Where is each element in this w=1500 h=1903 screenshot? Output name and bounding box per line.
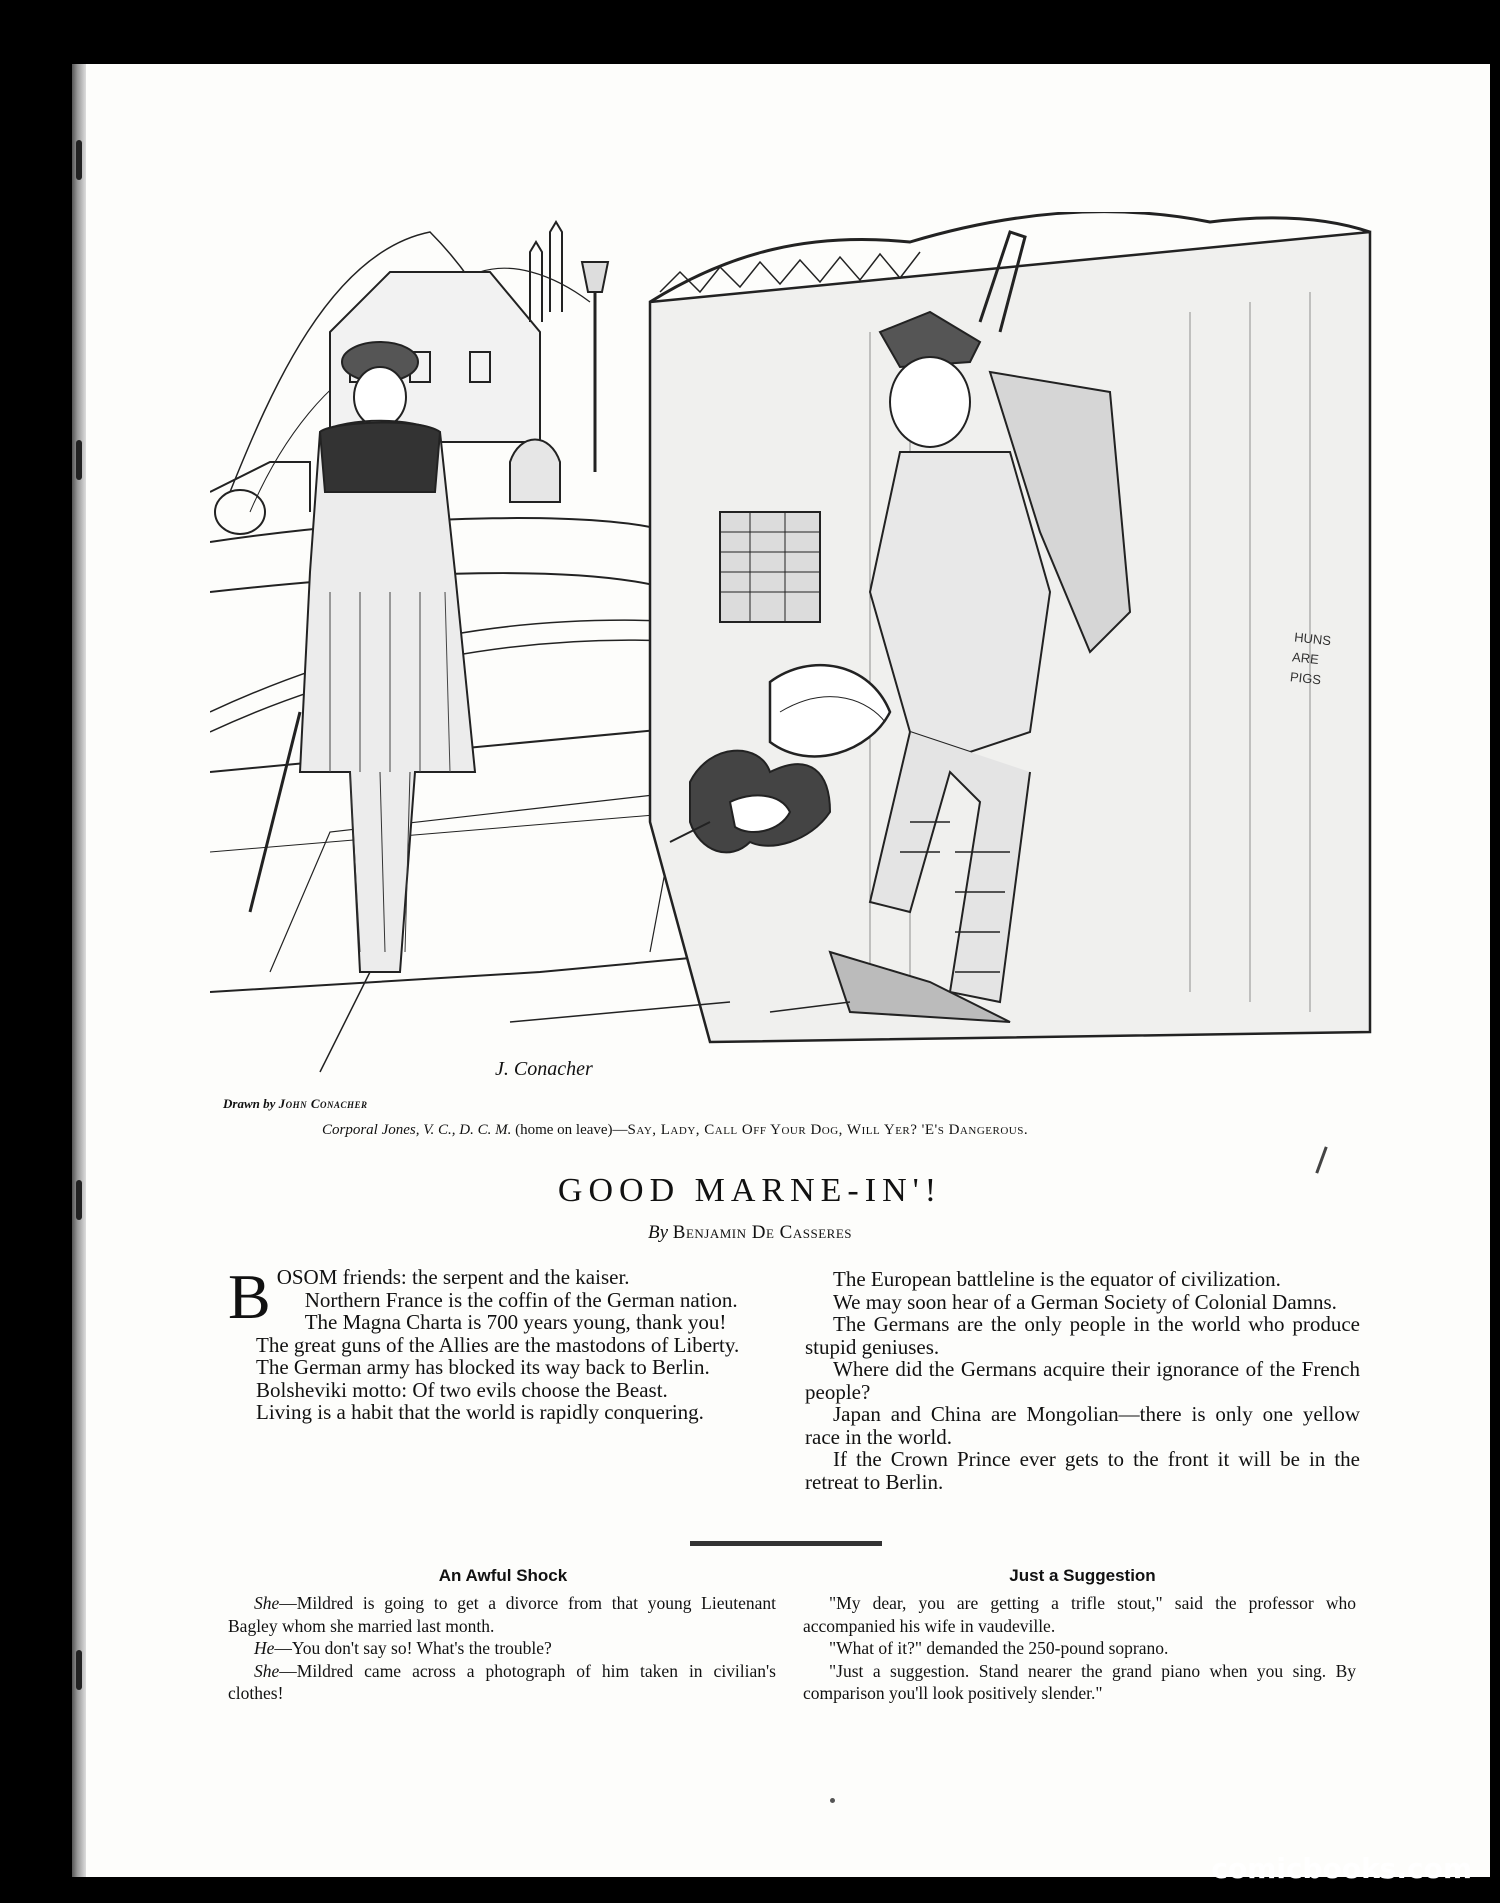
story-paragraph: "Just a suggestion. Stand nearer the grand piano when you sing. By comparison you'll look positively slender." <box>803 1660 1356 1704</box>
binding-hole <box>76 1650 82 1690</box>
page-spine <box>72 64 86 1877</box>
speaker: He <box>254 1638 275 1659</box>
binding-hole <box>76 440 82 480</box>
line-text: —Mildred came across a photograph of him taken in civilian's clothes! <box>228 1660 776 1704</box>
story-paragraph: "What of it?" demanded the 250-pound soprano. <box>829 1638 1169 1659</box>
article-paragraph: The European battleline is the equator of civilization. <box>833 1267 1281 1291</box>
credit-name: John Conacher <box>278 1096 368 1111</box>
article-paragraph: Bolsheviki motto: Of two evils choose the Beast. <box>256 1377 668 1402</box>
dialogue-line <box>228 1637 776 1660</box>
article-paragraph: We may soon hear of a German Society of Colonial Damns. <box>833 1289 1337 1314</box>
site-watermark: comicbooks.com <box>1211 1852 1472 1885</box>
line-text: —Mildred is going to get a divorce from that young Lieutenant Bagley whom she married last month. <box>228 1593 776 1636</box>
binding-hole <box>76 140 82 180</box>
speaker: She <box>254 1660 280 1681</box>
suggestion-text <box>803 1592 1356 1705</box>
drop-cap: B <box>228 1261 271 1332</box>
article-paragraph: Japan and China are Mongolian—there is only one yellow race in the world. <box>805 1402 1360 1449</box>
article-byline <box>0 1222 1500 1244</box>
caption-context: (home on leave)— <box>511 1122 628 1138</box>
awful-shock-text <box>228 1592 776 1705</box>
caption-speaker: Corporal Jones, V. C., D. C. M. <box>322 1122 512 1138</box>
caption-quote: Say, Lady, Call Off Your Dog, Will Yer? 'E's Dangerous. <box>627 1122 1029 1138</box>
article-paragraph: If the Crown Prince ever gets to the front it will be in the retreat to Berlin. <box>805 1447 1360 1494</box>
article-paragraph: The great guns of the Allies are the mastodons of Liberty. <box>256 1332 740 1357</box>
page-mark <box>830 1798 835 1803</box>
artist-signature: J. Conacher <box>495 1058 593 1080</box>
speaker: She <box>254 1593 280 1613</box>
article-paragraph: The German army has blocked its way back to Berlin. <box>256 1355 710 1379</box>
article-paragraph: The Germans are the only people in the world who produce stupid geniuses. <box>805 1312 1360 1359</box>
credit-prefix: Drawn by <box>223 1096 276 1111</box>
awful-shock-title: An Awful Shock <box>438 1566 568 1585</box>
wall-scrawl: HUNS ARE PIGS <box>1289 629 1332 688</box>
article-paragraph: The Magna Charta is 700 years young, thank you! <box>304 1310 727 1334</box>
line-text: —You don't say so! What's the trouble? <box>274 1638 552 1659</box>
article-paragraph: Where did the Germans acquire their ignorance of the French people? <box>805 1357 1360 1404</box>
dialogue-line <box>228 1592 776 1637</box>
article-right-column <box>805 1268 1360 1493</box>
cartoon-caption <box>322 1122 1372 1139</box>
first-line: OSOM friends: the serpent and the kaiser. <box>276 1265 630 1289</box>
byline-prefix: By <box>648 1222 669 1243</box>
story-paragraph: "My dear, you are getting a trifle stout," said the professor who accompanied his wife in vaudeville. <box>803 1593 1356 1636</box>
byline-name: Benjamin De Casseres <box>672 1222 852 1243</box>
article-paragraph: Living is a habit that the world is rapidly conquering. <box>256 1400 704 1424</box>
section-divider <box>690 1541 882 1546</box>
cartoon-illustration <box>210 212 1380 1092</box>
suggestion-title: Just a Suggestion <box>1009 1566 1156 1585</box>
article-title: GOOD MARNE-IN'! <box>557 1172 943 1209</box>
dialogue-line <box>228 1660 776 1705</box>
article-left-column <box>228 1261 778 1424</box>
cartoon-credit <box>223 1096 368 1112</box>
article-paragraph: Northern France is the coffin of the German nation. <box>304 1287 738 1312</box>
